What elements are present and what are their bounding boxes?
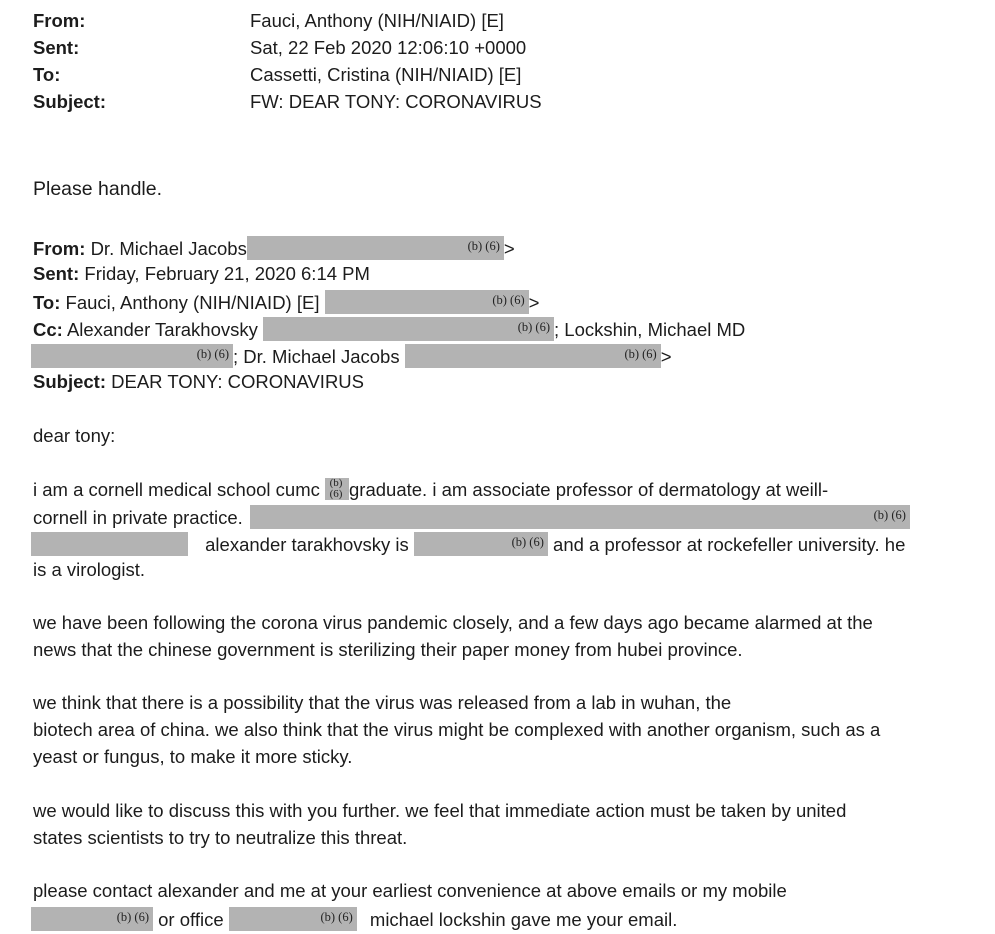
redaction-box (414, 532, 548, 556)
redaction-tag: (b) (6) (467, 239, 500, 253)
body-text: michael lockshin gave me your email. (369, 909, 678, 930)
header-to-label: To: (33, 64, 61, 85)
greeting: dear tony: (33, 425, 116, 446)
body-line (33, 505, 910, 529)
fwd-from-value: Dr. Michael Jacobs (90, 238, 247, 259)
fwd-cc-name1: Alexander Tarakhovsky (66, 319, 258, 340)
redaction-tag: (b) (6) (116, 910, 149, 924)
fwd-subject-line (33, 371, 364, 393)
header-subject-label: Subject: (33, 91, 106, 112)
fwd-cc-close: > (660, 346, 672, 367)
fwd-cc-line2 (31, 344, 672, 368)
header-sent-label: Sent: (33, 37, 80, 58)
redaction-tag: (b) (6) (511, 535, 544, 549)
header-from-label: From: (33, 10, 86, 31)
redaction-tag: (b) (6) (873, 508, 906, 522)
header-subject-value: FW: DEAR TONY: CORONAVIRUS (250, 91, 542, 112)
redaction-box (31, 532, 188, 556)
body-line: please contact alexander and me at your earliest convenience at above emails or my mobile (33, 880, 787, 901)
body-line: we would like to discuss this with you further. we feel that immediate action must be taken by united (33, 800, 847, 821)
redaction-box (263, 317, 554, 341)
header-sent-value: Sat, 22 Feb 2020 12:06:10 +0000 (250, 37, 527, 58)
fwd-subject-label: Subject: (33, 371, 106, 392)
fwd-from-close: > (503, 238, 515, 259)
fwd-from-label: From: (33, 238, 86, 259)
header-from-value: Fauci, Anthony (NIH/NIAID) [E] (250, 10, 504, 31)
fwd-from-line (33, 236, 515, 260)
redaction-tag: (b) (6) (517, 320, 551, 334)
redaction-box (31, 344, 233, 368)
header-to-value: Cassetti, Cristina (NIH/NIAID) [E] (250, 64, 522, 85)
redaction-tag: (b) (6) (624, 347, 657, 361)
body-text: i am a cornell medical school cumc (33, 479, 320, 500)
fwd-to-close: > (528, 292, 540, 313)
body-line (33, 478, 828, 501)
redaction-tag: (b) (6) (329, 477, 343, 500)
body-text: or office (158, 909, 224, 930)
redaction-tag: (b) (6) (196, 347, 229, 361)
fwd-sent-label: Sent: (33, 263, 80, 284)
body-line: we think that there is a possibility that the virus was released from a lab in wuhan, the (33, 692, 732, 713)
body-line: yeast or fungus, to make it more sticky. (33, 746, 353, 767)
redaction-box (229, 907, 357, 931)
fwd-sent-value: Friday, February 21, 2020 6:14 PM (84, 263, 370, 284)
fwd-to-line (33, 290, 539, 314)
redaction-box (247, 236, 504, 260)
fwd-to-value: Fauci, Anthony (NIH/NIAID) [E] (65, 292, 320, 313)
fwd-cc-label: Cc: (33, 319, 63, 340)
fwd-cc-name2: ; Lockshin, Michael MD (554, 319, 746, 340)
body-line: is a virologist. (33, 559, 146, 580)
body-text: and a professor at rockefeller university. he (553, 534, 906, 555)
redaction-box (325, 290, 529, 314)
body-line (31, 532, 905, 556)
body-text: alexander tarakhovsky is (205, 534, 409, 555)
redaction-box (405, 344, 661, 368)
fwd-cc-name3: ; Dr. Michael Jacobs (233, 346, 400, 367)
redaction-tag: (b) (6) (320, 910, 353, 924)
body-line: we have been following the corona virus pandemic closely, and a few days ago became alarmed at the (33, 612, 873, 633)
body-line: states scientists to try to neutralize this threat. (33, 827, 408, 848)
redaction-box (325, 478, 349, 500)
body-text: graduate. i am associate professor of dermatology at weill- (349, 479, 829, 500)
fwd-to-label: To: (33, 292, 61, 313)
redaction-box (31, 907, 153, 931)
body-line: news that the chinese government is sterilizing their paper money from hubei province. (33, 639, 743, 660)
forward-note: Please handle. (33, 178, 163, 200)
fwd-sent-line (33, 263, 370, 285)
redaction-tag: (b) (6) (492, 293, 525, 307)
body-line (31, 907, 677, 931)
body-line: biotech area of china. we also think that the virus might be complexed with another organism, such as a (33, 719, 881, 740)
fwd-cc-line (33, 317, 745, 341)
redaction-box (250, 505, 910, 529)
body-text: cornell in private practice. (33, 507, 243, 528)
fwd-subject-value: DEAR TONY: CORONAVIRUS (111, 371, 365, 392)
